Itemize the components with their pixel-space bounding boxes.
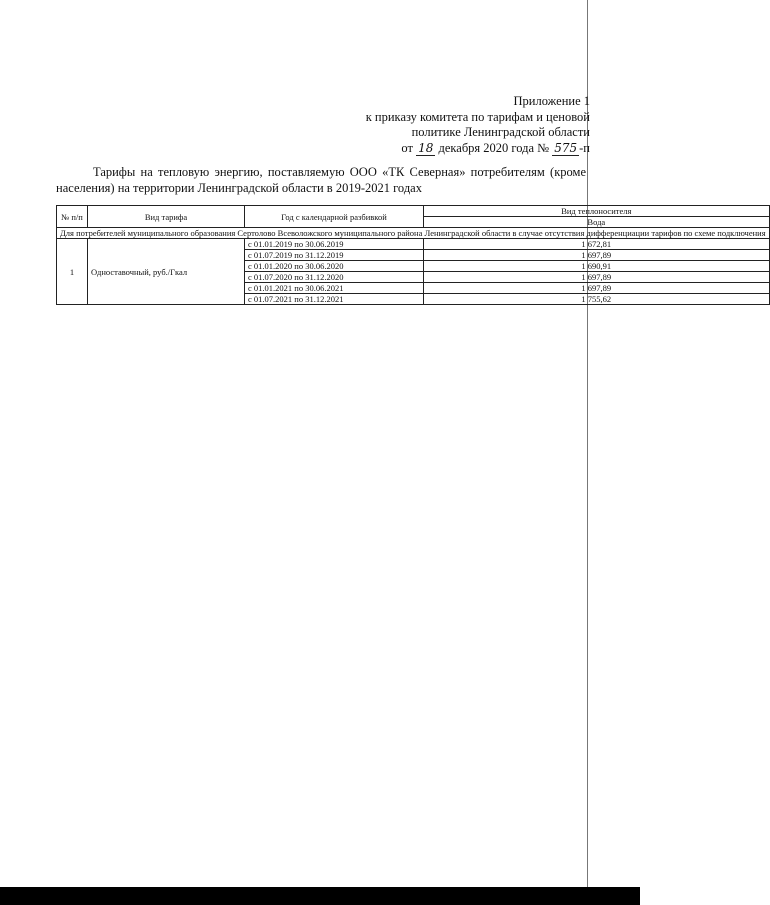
row-number: 1 [57,239,88,305]
header-num: № п/п [57,206,88,228]
group-label: Для потребителей муниципального образования Сертолово Всеволожского муниципального района Ленинградской области в случае отсутствия дифференциации тарифов по схеме подключения [57,228,770,239]
tariff-table [56,205,770,305]
header-period: Год с календарной разбивкой [245,206,424,228]
cell-period: с 01.01.2020 по 30.06.2020 [245,261,424,272]
cell-period: с 01.07.2021 по 31.12.2021 [245,294,424,305]
cell-tariff-value: 1 755,62 [424,294,770,305]
date-prefix: от [401,140,413,155]
table-group-row [57,228,770,239]
cell-period: с 01.01.2021 по 30.06.2021 [245,283,424,294]
table-header-row [57,206,770,217]
date-day-handwritten: 18 [418,140,434,155]
cell-tariff-value: 1 672,81 [424,239,770,250]
cell-tariff-value: 1 690,91 [424,261,770,272]
appendix-title: Приложение 1 [513,94,590,108]
cell-tariff-value: 1 697,89 [424,283,770,294]
cell-tariff-value: 1 697,89 [424,250,770,261]
row-tariff-type: Одноставочный, руб./Гкал [88,239,245,305]
header-tariff-type: Вид тарифа [88,206,245,228]
cell-period: с 01.07.2019 по 31.12.2019 [245,250,424,261]
header-carrier: Вид теплоносителя [424,206,770,217]
appendix-line-committee: политике Ленинградской области [411,125,590,139]
appendix-date-line [366,141,590,157]
appendix-block [366,94,590,156]
table-row [57,239,770,250]
document-heading: Тарифы на тепловую энергию, поставляемую ООО «ТК Северная» потребителям (кроме населения) на территории Ленинградской области в 2019-2021 годах [56,165,586,195]
appendix-line-order: к приказу комитета по тарифам и ценовой [365,109,590,124]
order-number-handwritten: 575 [554,140,578,155]
order-suffix: -п [579,140,590,155]
header-carrier-water: Вода [424,217,770,228]
cell-period: с 01.07.2020 по 31.12.2020 [245,272,424,283]
cell-tariff-value: 1 697,89 [424,272,770,283]
date-rest: декабря 2020 года № [438,140,550,155]
cell-period: с 01.01.2019 по 30.06.2019 [245,239,424,250]
scan-bottom-border [0,887,640,905]
